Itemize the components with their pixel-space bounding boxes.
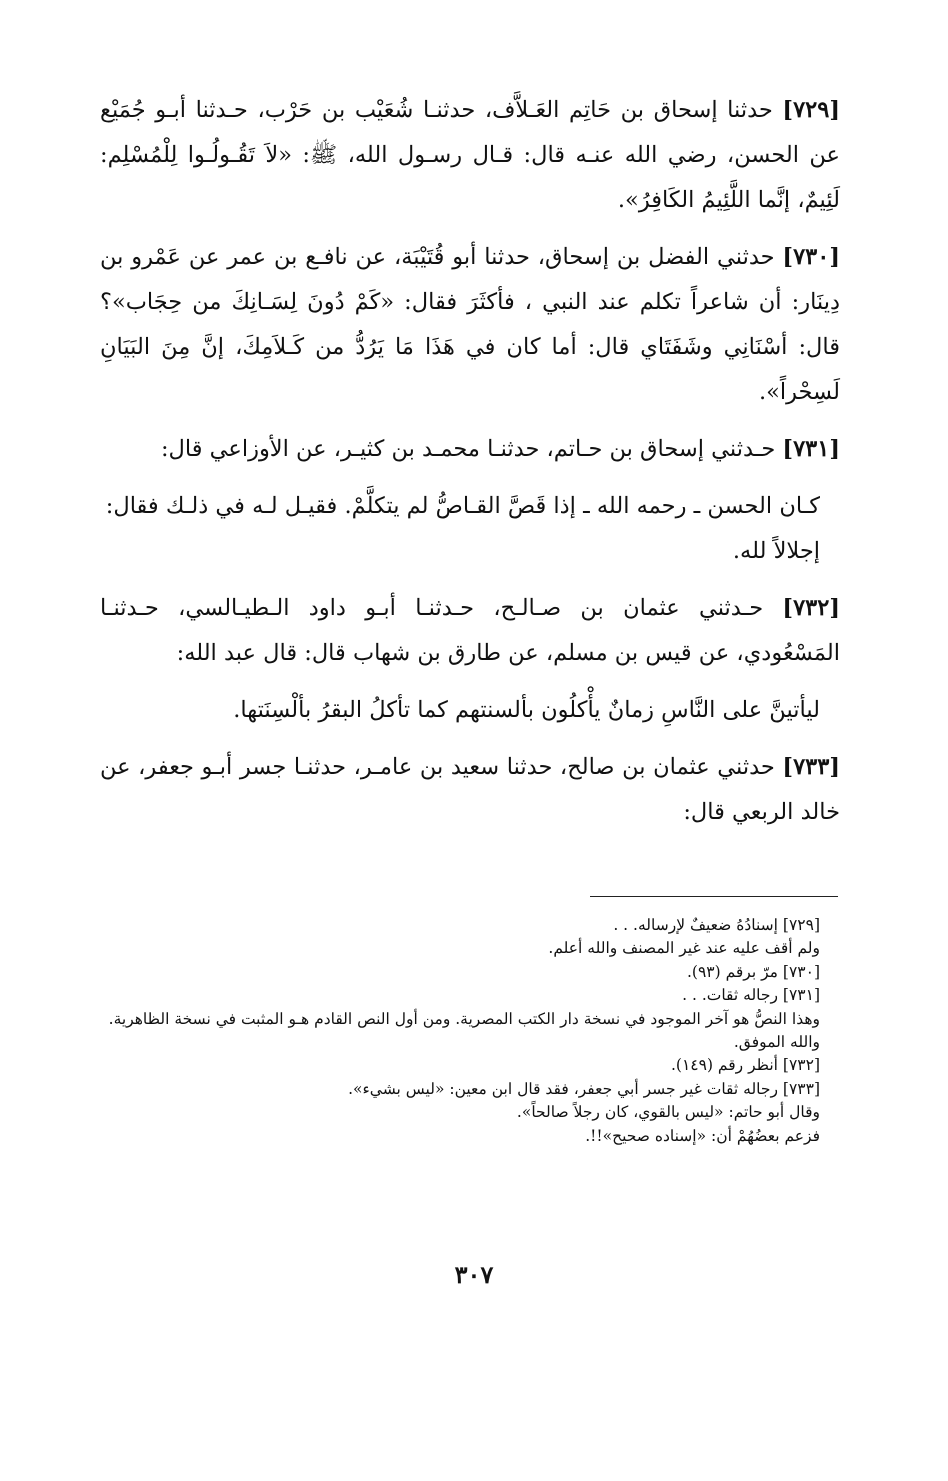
hadith-text: حـدثني عثمان بن صـالـح، حـدثنـا أبـو داود الـطيـالسي، حـدثنـا المَسْعُودي، عن قيس بن مسلم، عن طارق بن شهاب قال: قال عبد الله: [100, 595, 840, 666]
hadith-731 [100, 427, 840, 472]
hadith-number: [ ٧٣٢ ] [782, 595, 840, 621]
footnote-text: رجاله ثقات. . . [682, 986, 783, 1005]
footnote-731 [100, 984, 840, 1007]
hadith-number: [ ٧٢٩ ] [782, 97, 840, 123]
hadith-731-body [100, 484, 840, 574]
main-text [100, 88, 840, 835]
footnote-text: ولم أقف عليه عند غير المصنف والله أعلم. [548, 939, 820, 958]
hadith-text: حدثنا إسحاق بن حَاتِم العَـلاَّف، حدثنـا شُعَيْب بن حَرْب، حـدثنا أبـو جُمَيْع عن الحسن، رضي الله عنـه قال: قـال رسـول الله، ﷺ: «لاَ تَقُـولُـوا لِلْمُسْلِم: لَئِيمٌ، إنَّما اللَّئِيمُ الكَافِرُ». [100, 97, 840, 213]
footnote-number: [ ٧٣٢ ] [783, 1056, 820, 1074]
hadith-text: حدثني عثمان بن صالح، حدثنا سعيد بن عامـر، حدثنـا جسر أبـو جعفر، عن خالد الربعي قال: [100, 754, 840, 825]
footnote-number: [ ٧٣١ ] [783, 986, 820, 1004]
hadith-text: ليأتينَّ على النَّاسِ زمانٌ يأْكلُون بألسنتهم كما تأكلُ البقرُ بألْسِنَتها. [233, 697, 820, 723]
footnote-text: رجاله ثقات غير جسر أبي جعفر، فقد قال ابن معين: «ليس بشيء». [348, 1079, 783, 1098]
hadith-text: حـدثني إسحاق بن حـاتم، حدثنـا محمـد بن كثيـر، عن الأوزاعي قال: [160, 436, 783, 462]
footnote-729-cont [100, 937, 840, 960]
footnote-733-cont2 [100, 1125, 840, 1148]
footnote-number: [ ٧٣٠ ] [783, 963, 820, 981]
hadith-732 [100, 586, 840, 676]
footnote-729 [100, 914, 840, 937]
hadith-733 [100, 745, 840, 835]
footnote-text: مرّ برقم (٩٣). [686, 962, 783, 981]
hadith-number: [ ٧٣٣ ] [782, 754, 840, 780]
hadith-text: كـان الحسن ـ رحمه الله ـ إذا قَصَّ القـاصُّ لم يتكلَّمْ. فقيـل لـه في ذلـك فقال: إجلالاً لله. [105, 493, 820, 564]
footnote-number: [ ٧٢٩ ] [783, 916, 820, 934]
footnote-733 [100, 1078, 840, 1101]
footnote-731-cont [100, 1008, 840, 1055]
hadith-number: [ ٧٣١ ] [782, 436, 840, 462]
hadith-732-body [100, 688, 840, 733]
footnote-number: [ ٧٣٣ ] [783, 1080, 820, 1098]
page-number: ٣٠٧ [454, 1260, 494, 1289]
footnote-text: وهذا النصُّ هو آخر الموجود في نسخة دار الكتب المصرية. ومن أول النص القادم هـو المثبت في نسخة الظاهرية. والله الموفق. [108, 1009, 820, 1052]
footnote-732 [100, 1054, 840, 1077]
footnote-730 [100, 961, 840, 984]
footnote-733-cont1 [100, 1101, 840, 1124]
footnotes [100, 914, 840, 1148]
hadith-number: [ ٧٣٠ ] [782, 244, 840, 270]
footnote-text: إسنادُهُ ضعيفٌ لإرساله. . . [613, 916, 783, 934]
hadith-730 [100, 235, 840, 415]
footnote-text: أنظر رقم (١٤٩). [670, 1056, 783, 1075]
hadith-729 [100, 88, 840, 223]
footnote-separator [590, 896, 838, 897]
footnote-text: فزعم بعضُهُمْ أن: «إسناده صحيح»!!. [585, 1126, 820, 1145]
footnote-text: وقال أبو حاتم: «ليس بالقوي، كان رجلاً صالحاً». [516, 1103, 820, 1122]
hadith-text: حدثني الفضل بن إسحاق، حدثنا أبو قُتَيْبَة، عن نافـع بن عمر عن عَمْرو بن دِينَار: أن شاعراً تكلم عند النبي ، فأكثَرَ فقال: «كَمْ دُونَ لِسَـانِكَ من حِجَاب»؟ قال: أسْنَانِي وشَفَتَاي قال: أما كان في هَذَا مَا يَرُدُّ من كَـلاَمِكَ، إنَّ مِنَ البَيَانِ لَسِحْراً». [100, 244, 840, 405]
